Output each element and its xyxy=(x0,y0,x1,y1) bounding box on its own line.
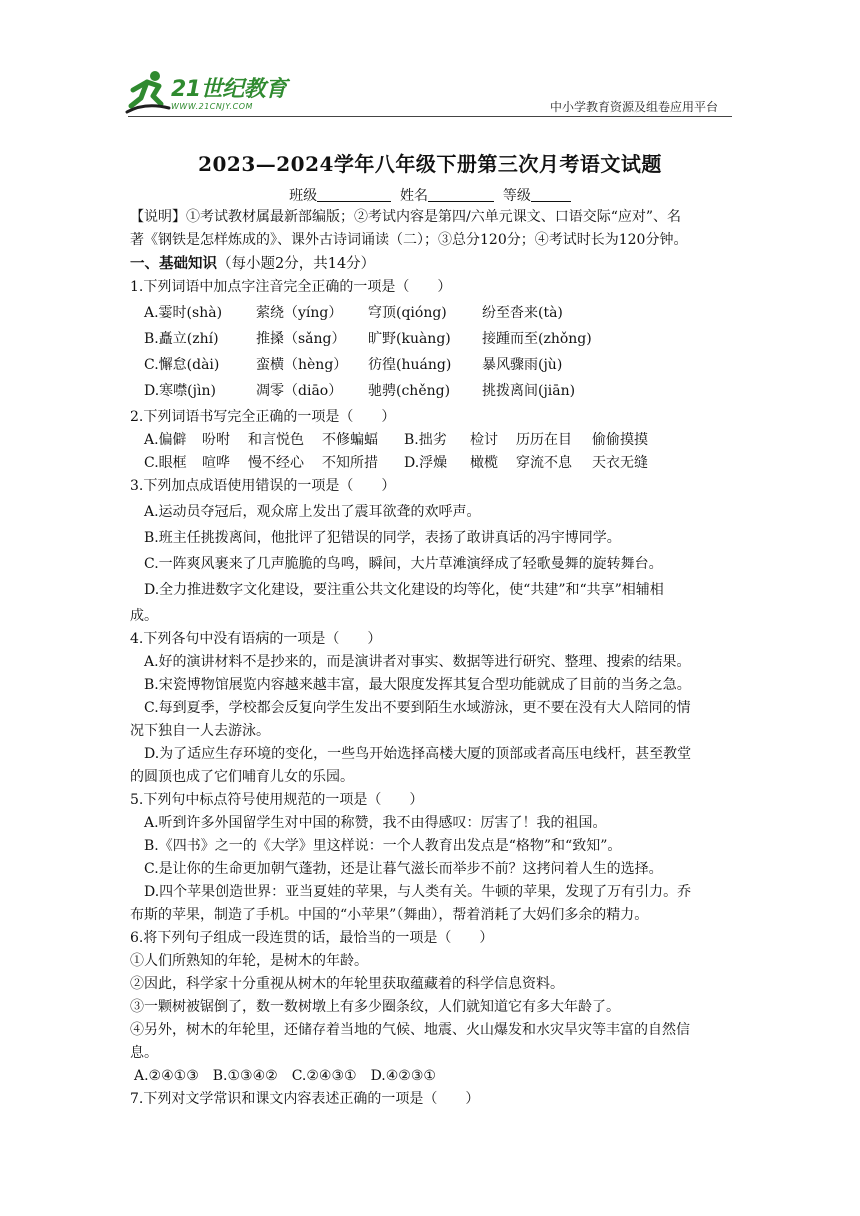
option-cell: 接踵而至(zhǒng) xyxy=(482,331,592,347)
option-cell: 旷野(kuàng) xyxy=(368,331,451,347)
option-cell: 彷徨(huáng) xyxy=(368,357,452,373)
option-word: D.浮燥 xyxy=(404,455,448,471)
option-cell: 凋零（diāo） xyxy=(256,383,343,399)
page-title: 2023—2024学年八年级下册第三次月考语文试题 xyxy=(198,152,662,176)
platform-name: 中小学教育资源及组卷应用平台 xyxy=(549,100,718,114)
option-cell: 驰骋(chěng) xyxy=(368,383,451,399)
option-cell: A.霎时(shà) xyxy=(144,305,223,321)
option-word: 天衣无缝 xyxy=(592,455,648,471)
option-line: B.《四书》之一的《大学》里这样说：一个人教育出发点是“格物”和“致知”。 xyxy=(144,838,622,854)
option-word: A.偏僻 xyxy=(144,432,187,448)
intro-line: 【说明】①考试教材属最新部编版；②考试内容是第四/六单元课文、口语交际“应对”、名 xyxy=(130,209,682,225)
option-cell: 暴风骤雨(jù) xyxy=(482,357,563,373)
option-cell: D.寒噤(jìn) xyxy=(144,383,216,399)
option-line: D.为了适应生存环境的变化，一些鸟开始选择高楼大厦的顶部或者高压电线杆，甚至教堂 xyxy=(144,746,692,762)
option-word: 喧哗 xyxy=(202,455,230,471)
section-note: （每小题2分，共14分） xyxy=(217,256,376,272)
option-line: B.宋瓷博物馆展览内容越来越丰富，最大限度发挥其复合型功能就成了目前的当务之急。 xyxy=(144,677,691,693)
name-label: 姓名 xyxy=(400,188,428,204)
question-stem: 4.下列各句中没有语病的一项是（ ） xyxy=(130,631,382,647)
option-cell: 挑拨离间(jiān) xyxy=(482,383,576,399)
logo-text: 21世纪教育 xyxy=(171,77,287,102)
option-line-cont: 布斯的苹果，制造了手机。中国的“小苹果”（舞曲），帮着消耗了大妈们多余的精力。 xyxy=(130,907,649,923)
question-stem: 3.下列加点成语使用错误的一项是（ ） xyxy=(130,478,396,494)
option-cell: 穹顶(qióng) xyxy=(368,305,447,321)
question-stem: 7.下列对文学常识和课文内容表述正确的一项是（ ） xyxy=(130,1091,480,1107)
option-word: 穿流不息 xyxy=(516,455,572,471)
option-row xyxy=(130,429,732,452)
sentence-line: ①人们所熟知的年轮，是树木的年龄。 xyxy=(130,953,368,969)
option-cell: C.懈怠(dài) xyxy=(144,357,220,373)
option-word: 不知所措 xyxy=(322,455,378,471)
grade-blank[interactable] xyxy=(531,187,571,202)
header-divider xyxy=(128,116,732,117)
option-cell: 纷至沓来(tà) xyxy=(482,305,563,321)
sentence-line: ④另外，树木的年轮里，还储存着当地的气候、地震、火山爆发和水灾旱灾等丰富的自然信 xyxy=(130,1022,690,1038)
class-label: 班级 xyxy=(289,188,318,204)
option-line: C.一阵爽风裹来了几声脆脆的鸟鸣，瞬间，大片草滩演绎成了轻歌曼舞的旋转舞台。 xyxy=(144,556,663,572)
option-row xyxy=(130,354,732,377)
option-line: A.好的演讲材料不是抄来的，而是演讲者对事实、数据等进行研究、整理、搜索的结果。 xyxy=(144,654,691,670)
option-row xyxy=(130,302,732,325)
option-word: 偷偷摸摸 xyxy=(592,432,648,448)
question-stem: 1.下列词语中加点字注音完全正确的一项是（ ） xyxy=(130,279,452,295)
option-word: 慢不经心 xyxy=(248,455,304,471)
intro-line: 著《钢铁是怎样炼成的》、课外古诗词诵读（二）；③总分120分；④考试时长为120分钟。 xyxy=(130,232,688,248)
sentence-line: ②因此，科学家十分重视从树木的年轮里获取蕴藏着的科学信息资料。 xyxy=(130,976,564,992)
option-line-cont: 的圆顶也成了它们哺育儿女的乐园。 xyxy=(130,769,354,785)
runner-logo-icon xyxy=(125,68,171,116)
option-line: A.听到许多外国留学生对中国的称赞，我不由得感叹：厉害了！我的祖国。 xyxy=(144,815,607,831)
option-word: 吩咐 xyxy=(202,432,230,448)
option-cell: 萦绕（yíng） xyxy=(256,305,343,321)
name-blank[interactable] xyxy=(428,187,494,202)
answer-options: A.②④①③ B.①③④② C.②④③① D.④②③① xyxy=(134,1068,436,1084)
logo-url: WWW.21CNJY.COM xyxy=(171,102,253,111)
option-row xyxy=(130,380,732,403)
option-word: 历历在目 xyxy=(516,432,572,448)
option-word: C.眼框 xyxy=(144,455,187,471)
option-line: B.班主任挑拨离间，他批评了犯错误的同学，表扬了敢讲真话的冯宇博同学。 xyxy=(144,530,621,546)
section-title: 一、基础知识 xyxy=(130,255,217,272)
exam-content xyxy=(130,206,732,1111)
option-row xyxy=(130,452,732,475)
option-line-cont: 况下独自一人去游泳。 xyxy=(130,723,270,739)
option-line: D.全力推进数字文化建设，要注重公共文化建设的均等化，使“共建”和“共享”相辅相 xyxy=(144,582,664,598)
option-cell: 推搡（sǎng） xyxy=(256,331,346,347)
option-line: C.每到夏季，学校都会反复向学生发出不要到陌生水域游泳，更不要在没有大人陪同的情 xyxy=(144,700,691,716)
student-info-row xyxy=(0,185,860,205)
option-word: 检讨 xyxy=(470,432,498,448)
option-row xyxy=(130,328,732,351)
question-stem: 6.将下列句子组成一段连贯的话，最恰当的一项是（ ） xyxy=(130,930,494,946)
option-line-cont: 成。 xyxy=(130,608,158,624)
option-word: 和言悦色 xyxy=(248,432,304,448)
option-word: 不修蝙蝠 xyxy=(322,432,378,448)
option-word: 橄榄 xyxy=(470,455,498,471)
option-line: C.是让你的生命更加朝气蓬勃，还是让暮气滋长而举步不前？这拷问着人生的选择。 xyxy=(144,861,663,877)
logo xyxy=(125,68,295,118)
option-word: B.拙劣 xyxy=(404,432,447,448)
option-cell: 蛮横（hèng） xyxy=(256,357,348,373)
option-cell: B.矗立(zhí) xyxy=(144,331,219,347)
sentence-line-cont: 息。 xyxy=(130,1045,158,1061)
section-heading xyxy=(130,252,732,276)
class-blank[interactable] xyxy=(317,187,391,202)
grade-label: 等级 xyxy=(502,188,531,204)
question-stem: 5.下列句中标点符号使用规范的一项是（ ） xyxy=(130,792,424,808)
option-line: A.运动员夺冠后，观众席上发出了震耳欲聋的欢呼声。 xyxy=(144,504,481,520)
question-stem: 2.下列词语书写完全正确的一项是（ ） xyxy=(130,409,396,425)
sentence-line: ③一颗树被锯倒了，数一数树墩上有多少圈条纹，人们就知道它有多大年龄了。 xyxy=(130,999,620,1015)
option-line: D.四个苹果创造世界：亚当夏娃的苹果，与人类有关。牛顿的苹果，发现了万有引力。乔 xyxy=(144,884,692,900)
